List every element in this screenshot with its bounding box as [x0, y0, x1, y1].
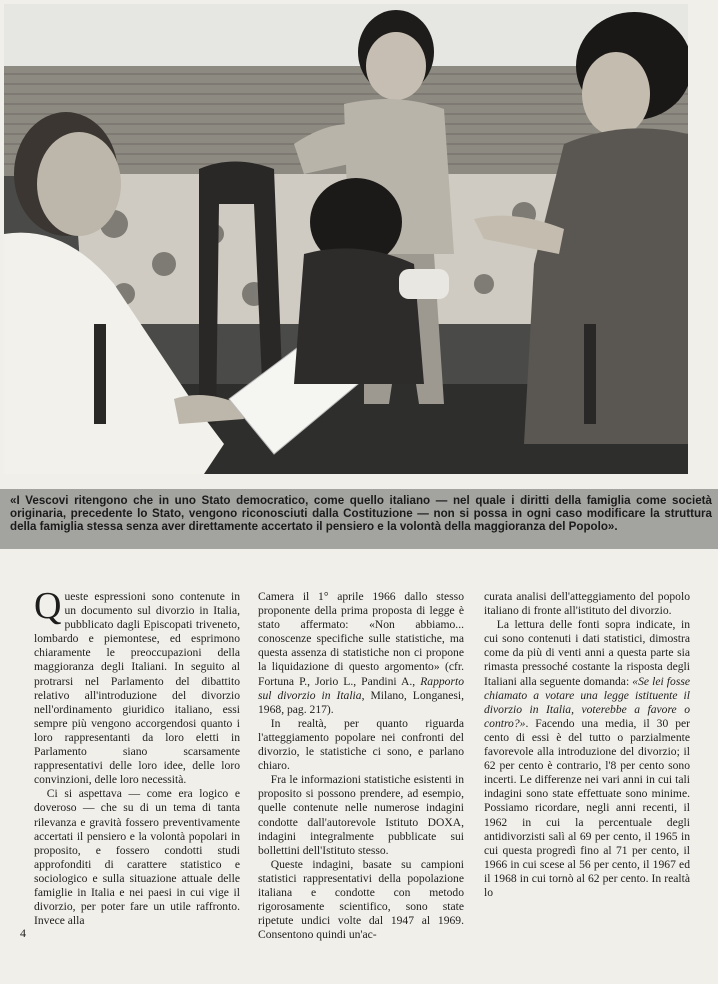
survey-question: «Se lei fosse chiamato a votare una legge istituente il divorzio in Italia, voterebbe a favore o contro?» [484, 674, 690, 730]
article-column-1 [34, 585, 240, 928]
article-paragraph: Ci si aspettava — come era logico e doveroso — che su di un tema di tanta rilevanza e gravità fossero preventivamente accertati il pensiero e la volontà popolari in proposito, e fossero condotti studi approfonditi di carattere statistico e sociologico e sulla situazione attuale delle famiglie in Italia e nei paesi in cui vige il divorzio, per poter fare un utile raffronto. Invece alla [34, 787, 240, 928]
family-photo [4, 4, 688, 474]
article-paragraph [258, 590, 464, 717]
drop-cap: Q [34, 585, 62, 627]
paragraph-text: , Milano, Longanesi, 1968, pag. 217). [258, 688, 464, 716]
book-title: Rapporto sul divorzio in Italia [258, 674, 464, 702]
article-paragraph [484, 618, 690, 900]
article-column-3 [484, 590, 690, 900]
paragraph-text: La lettura delle fonti sopra indicate, in cui sono contenuti i dati statistici, dimostra come da più di venti anni a questa parte sia rimasta pressoché costante la risposta degli Italiani alla seguente domanda: [484, 618, 690, 688]
article-paragraph: Queste indagini, basate su campioni statistici rappresentativi della popolazione italiana e condotte con metodo rigorosamente scientifico, sono state ripetute undici volte dal 1947 al 1969. Consentono quindi un'ac- [258, 857, 464, 942]
paragraph-text: . Facendo una media, il 30 per cento di essi è del tutto o parzialmente favorevole alla introduzione del divorzio; il 62 per cento è contrario, l'8 per cento sono incerti. Le differenze nei vari anni in cui tali indagini sono state effettuate sono minime. Possiamo ricordare, negli anni recenti, il 1962 in cui la percentuale degli antidivorzisti salì al 69 per cento, il 1965 in cui questa progredì fino al 71 per cento, il 1966 in cui scese al 56 per cento, il 1967 ed il 1968 in cui tornò al 62 per cento. In realtà lo [484, 716, 690, 899]
article-paragraph: Fra le informazioni statistiche esistenti in proposito si possono prendere, ad esempio, quelle contenute nelle numerose indagini condotte dall'autorevole Istituto DOXA, indagini integralmente pubblicate sui bollettini dell'Istituto stesso. [258, 773, 464, 857]
page-number: 4 [20, 926, 26, 940]
article-paragraph [34, 585, 240, 787]
article-column-2 [258, 590, 464, 942]
family-photo-icon [4, 4, 688, 474]
paragraph-text: Camera il 1° aprile 1966 dallo stesso proponente della prima proposta di legge è stato affermato: «Non abbiamo... conoscenze specifiche sulle statistiche, ma questa assenza di statistiche non ci propone la liquidazione di questo argomento» (cfr. Fortuna P., Jorio L., Pandini A., [258, 590, 464, 688]
article-paragraph: curata analisi dell'atteggiamento del popolo italiano di fronte all'istituto del divorzio. [484, 590, 690, 618]
paragraph-text: ueste espressioni sono contenute in un documento sul divorzio in Italia, pubblicato dagli Episcopati triveneto, lombardo e piemontese, ed esprimono chiaramente le preoccupazioni della maggioranza degli Italiani. In seguito al protrarsi nel Parlamento del dibattito relativo all'introduzione del divorzio nell'ordinamento giuridico italiano, essi sempre più vengono accorgendosi quanto i loro rappresentanti da loro eletti in Parlamento siano scarsamente rappresentativi delle loro idee, delle loro convinzioni, delle loro necessità. [34, 590, 240, 787]
photo-caption: «I Vescovi ritengono che in uno Stato democratico, come quello italiano — nel quale i diritti della famiglia come società originaria, precedente lo Stato, vengono riconosciuti dalla Costituzione — non si possa in ogni caso modificare la struttura della famiglia stessa senza aver direttamente accertato il pensiero e la volontà della maggioranza del Popolo». [0, 489, 718, 549]
article-paragraph: In realtà, per quanto riguarda l'atteggiamento popolare nei confronti del divorzio, le statistiche ci sono, e parlano chiaro. [258, 716, 464, 773]
